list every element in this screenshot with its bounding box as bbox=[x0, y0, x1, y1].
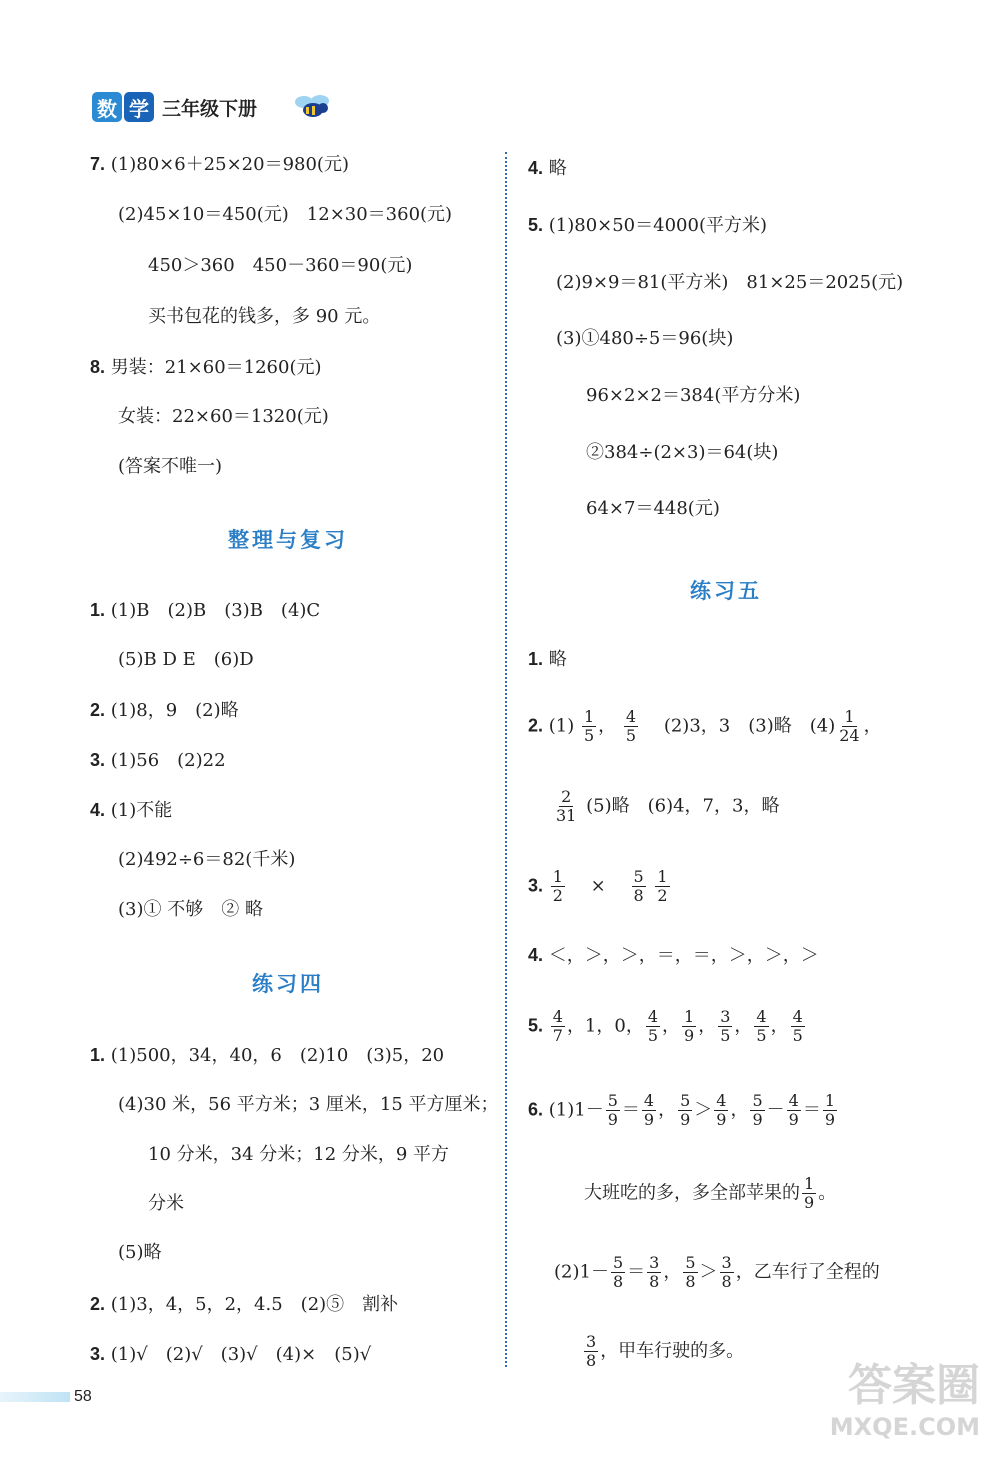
fraction: $\frac{4}{5}$ bbox=[756, 1007, 767, 1045]
left-r3-line1 bbox=[90, 748, 226, 773]
question-number: 5. bbox=[528, 215, 544, 235]
section-title-exercise5: 练习五 bbox=[690, 579, 762, 603]
fraction: $\frac{5}{9}$ bbox=[607, 1091, 618, 1129]
fraction: $\frac{1}{9}$ bbox=[684, 1007, 695, 1045]
column-divider bbox=[505, 152, 507, 1367]
fraction: $\frac{4}{5}$ bbox=[625, 707, 637, 745]
right-q5-line1 bbox=[528, 213, 767, 238]
watermark-url: MXQE.COM bbox=[829, 1413, 980, 1441]
left-r4-line1 bbox=[90, 798, 172, 823]
answer-text: 略 bbox=[548, 158, 567, 179]
left-r1-line2: (5)B D E (6)D bbox=[118, 649, 254, 670]
left-q7-line2: (2)45×10＝450(元) 12×30＝360(元) bbox=[118, 204, 453, 225]
answer-text: (1)56 (2)22 bbox=[110, 750, 226, 771]
answer-text: (1)B (2)B (3)B (4)C bbox=[110, 600, 321, 621]
right-e5-line1: 5. $\frac{4}{7}$ ，1，0， $\frac{4}{5}$ ， $\frac{1}{9}$ ， $\frac{3}{5}$ ， $\frac{4}{5}$ ， $\frac{4}{5}$ bbox=[528, 1007, 803, 1045]
fraction: $\frac{4}{9}$ bbox=[716, 1091, 727, 1129]
left-r1-line1 bbox=[90, 598, 320, 623]
fraction: $\frac{1}{5}$ bbox=[583, 707, 595, 745]
fraction: $\frac{2}{31}$ bbox=[556, 787, 577, 825]
answer-text: 略 bbox=[548, 649, 567, 670]
fraction: $\frac{5}{9}$ bbox=[752, 1091, 763, 1129]
fraction: $\frac{4}{7}$ bbox=[552, 1007, 563, 1045]
right-e2-line1: 2. (1) $\frac{1}{5}$ ， $\frac{4}{5}$ (2)3，3 (3)略 (4) $\frac{1}{24}$ ， bbox=[528, 707, 882, 745]
answer-text: (1)√ (2)√ (3)√ (4)× (5)√ bbox=[110, 1344, 372, 1365]
question-number: 7. bbox=[90, 154, 106, 174]
right-e2-line2 bbox=[552, 788, 779, 825]
fraction: $\frac{1}{9}$ bbox=[804, 1174, 815, 1212]
watermark bbox=[830, 1349, 980, 1441]
left-q8-line3: (答案不唯一) bbox=[118, 456, 223, 477]
bee-icon bbox=[292, 92, 334, 122]
left-r2-line1 bbox=[90, 698, 239, 723]
question-number: 2. bbox=[90, 700, 106, 720]
left-q8-line2: 女装：22×60＝1320(元) bbox=[118, 406, 329, 427]
left-q7-line3: 450＞360 450－360＝90(元) bbox=[148, 255, 413, 276]
left-p2-line1 bbox=[90, 1292, 398, 1317]
left-p1-line5: (5)略 bbox=[118, 1242, 162, 1263]
section-title-exercise4: 练习四 bbox=[252, 972, 324, 996]
right-q5-line6: 64×7＝448(元) bbox=[586, 498, 720, 519]
question-number: 4. bbox=[528, 158, 544, 178]
right-q5-line2: (2)9×9＝81(平方米) 81×25＝2025(元) bbox=[556, 272, 904, 293]
question-number: 1. bbox=[90, 600, 106, 620]
watermark-logo: 答案圈 bbox=[848, 1360, 980, 1411]
question-number: 4. bbox=[90, 800, 106, 820]
left-p1-line1 bbox=[90, 1043, 444, 1068]
question-number: 4. bbox=[528, 945, 544, 965]
left-q8-line1 bbox=[90, 355, 322, 380]
grade-title: 三年级下册 bbox=[162, 97, 258, 120]
left-p1-line3: 10 分米，34 分米；12 分米，9 平方 bbox=[148, 1144, 450, 1165]
answer-text: ＜，＞，＞，＝，＝，＞，＞，＞ bbox=[548, 945, 819, 966]
right-e1-line1 bbox=[528, 647, 567, 672]
question-number: 2. bbox=[528, 715, 544, 736]
left-p1-line2: (4)30 米，56 平方米；3 厘米，15 平方厘米； bbox=[118, 1094, 499, 1115]
answer-text: 男装：21×60＝1260(元) bbox=[110, 357, 322, 378]
subject-badge-2: 学 bbox=[124, 92, 154, 122]
question-number: 8. bbox=[90, 357, 106, 377]
fraction: $\frac{4}{9}$ bbox=[788, 1091, 799, 1129]
question-number: 6. bbox=[528, 1099, 544, 1120]
subject-badge-1: 数 bbox=[92, 92, 122, 122]
right-e6-line3: (2)1－ $\frac{5}{8}$ ＝ $\frac{3}{8}$ ， $\frac{5}{8}$ ＞ $\frac{3}{8}$ ，乙车行了全程的 bbox=[554, 1253, 880, 1291]
fraction: $\frac{1}{2}$ bbox=[657, 867, 668, 905]
fraction: $\frac{4}{5}$ bbox=[792, 1007, 803, 1045]
answer-text: (1)不能 bbox=[110, 800, 173, 821]
fraction: $\frac{3}{8}$ bbox=[649, 1253, 660, 1291]
footer-bar bbox=[0, 1392, 70, 1402]
section-title-review: 整理与复习 bbox=[228, 528, 348, 552]
left-q7-line1 bbox=[90, 152, 349, 177]
fraction: $\frac{1}{24}$ bbox=[839, 707, 860, 745]
left-q7-line4: 买书包花的钱多，多 90 元。 bbox=[148, 306, 381, 327]
fraction: $\frac{3}{5}$ bbox=[720, 1007, 731, 1045]
fraction: $\frac{5}{8}$ bbox=[612, 1253, 624, 1291]
left-r4-line3: (3)① 不够 ② 略 bbox=[118, 899, 263, 920]
right-e3-line1 bbox=[528, 868, 672, 905]
cross-mark: × bbox=[590, 875, 606, 897]
question-number: 1. bbox=[90, 1045, 106, 1065]
answer-text: (1)8，9 (2)略 bbox=[110, 700, 239, 721]
answer-text: (1)3，4，5，2，4.5 (2)⑤ 割补 bbox=[110, 1294, 399, 1315]
question-number: 3. bbox=[528, 875, 544, 896]
fraction: $\frac{3}{8}$ bbox=[721, 1253, 732, 1291]
left-p1-line4: 分米 bbox=[148, 1193, 184, 1214]
answer-text: (1)500，34，40，6 (2)10 (3)5，20 bbox=[110, 1045, 445, 1066]
fraction: $\frac{1}{2}$ bbox=[552, 867, 563, 905]
fraction: $\frac{4}{9}$ bbox=[643, 1091, 655, 1129]
text: (5)略 (6)4，7，3，略 bbox=[586, 795, 780, 817]
left-r4-line2: (2)492÷6＝82(千米) bbox=[118, 849, 296, 870]
right-e6-line1: 6. (1)1－ $\frac{5}{9}$ ＝ $\frac{4}{9}$ ， $\frac{5}{9}$ ＞ $\frac{4}{9}$ ， $\frac{5}{9}$ － $\frac{4}{9}$ ＝ $\frac{1}{9}$ bbox=[528, 1091, 836, 1129]
question-number: 3. bbox=[90, 750, 106, 770]
right-q5-line5: ②384÷(2×3)＝64(块) bbox=[586, 442, 779, 463]
text: (2)3，3 (3)略 (4) bbox=[663, 715, 836, 737]
book-header bbox=[92, 92, 257, 122]
text: (1) bbox=[548, 715, 575, 737]
right-e6-line4: $\frac{3}{8}$ ，甲车行驶的多。 bbox=[586, 1332, 745, 1370]
left-p3-line1 bbox=[90, 1342, 371, 1367]
answer-text: (1)80×50＝4000(平方米) bbox=[548, 215, 767, 236]
answer-text: (1)80×6＋25×20＝980(元) bbox=[110, 154, 349, 175]
question-number: 5. bbox=[528, 1015, 544, 1036]
right-q4-line1 bbox=[528, 156, 567, 181]
right-e4-line1 bbox=[528, 943, 819, 968]
right-q5-line3: (3)①480÷5＝96(块) bbox=[556, 328, 734, 349]
page-number: 58 bbox=[74, 1388, 92, 1405]
question-number: 2. bbox=[90, 1294, 106, 1314]
fraction: $\frac{5}{8}$ bbox=[633, 867, 644, 905]
right-q5-line4: 96×2×2＝384(平方分米) bbox=[586, 385, 801, 406]
fraction: $\frac{4}{5}$ bbox=[647, 1007, 659, 1045]
right-e6-line2: 大班吃的多，多全部苹果的 $\frac{1}{9}$ 。 bbox=[584, 1174, 837, 1212]
question-number: 1. bbox=[528, 649, 544, 669]
fraction: $\frac{3}{8}$ bbox=[586, 1332, 597, 1370]
fraction: $\frac{5}{8}$ bbox=[685, 1253, 696, 1291]
fraction: $\frac{1}{9}$ bbox=[824, 1091, 836, 1129]
fraction: $\frac{5}{9}$ bbox=[680, 1091, 691, 1129]
question-number: 3. bbox=[90, 1344, 106, 1364]
